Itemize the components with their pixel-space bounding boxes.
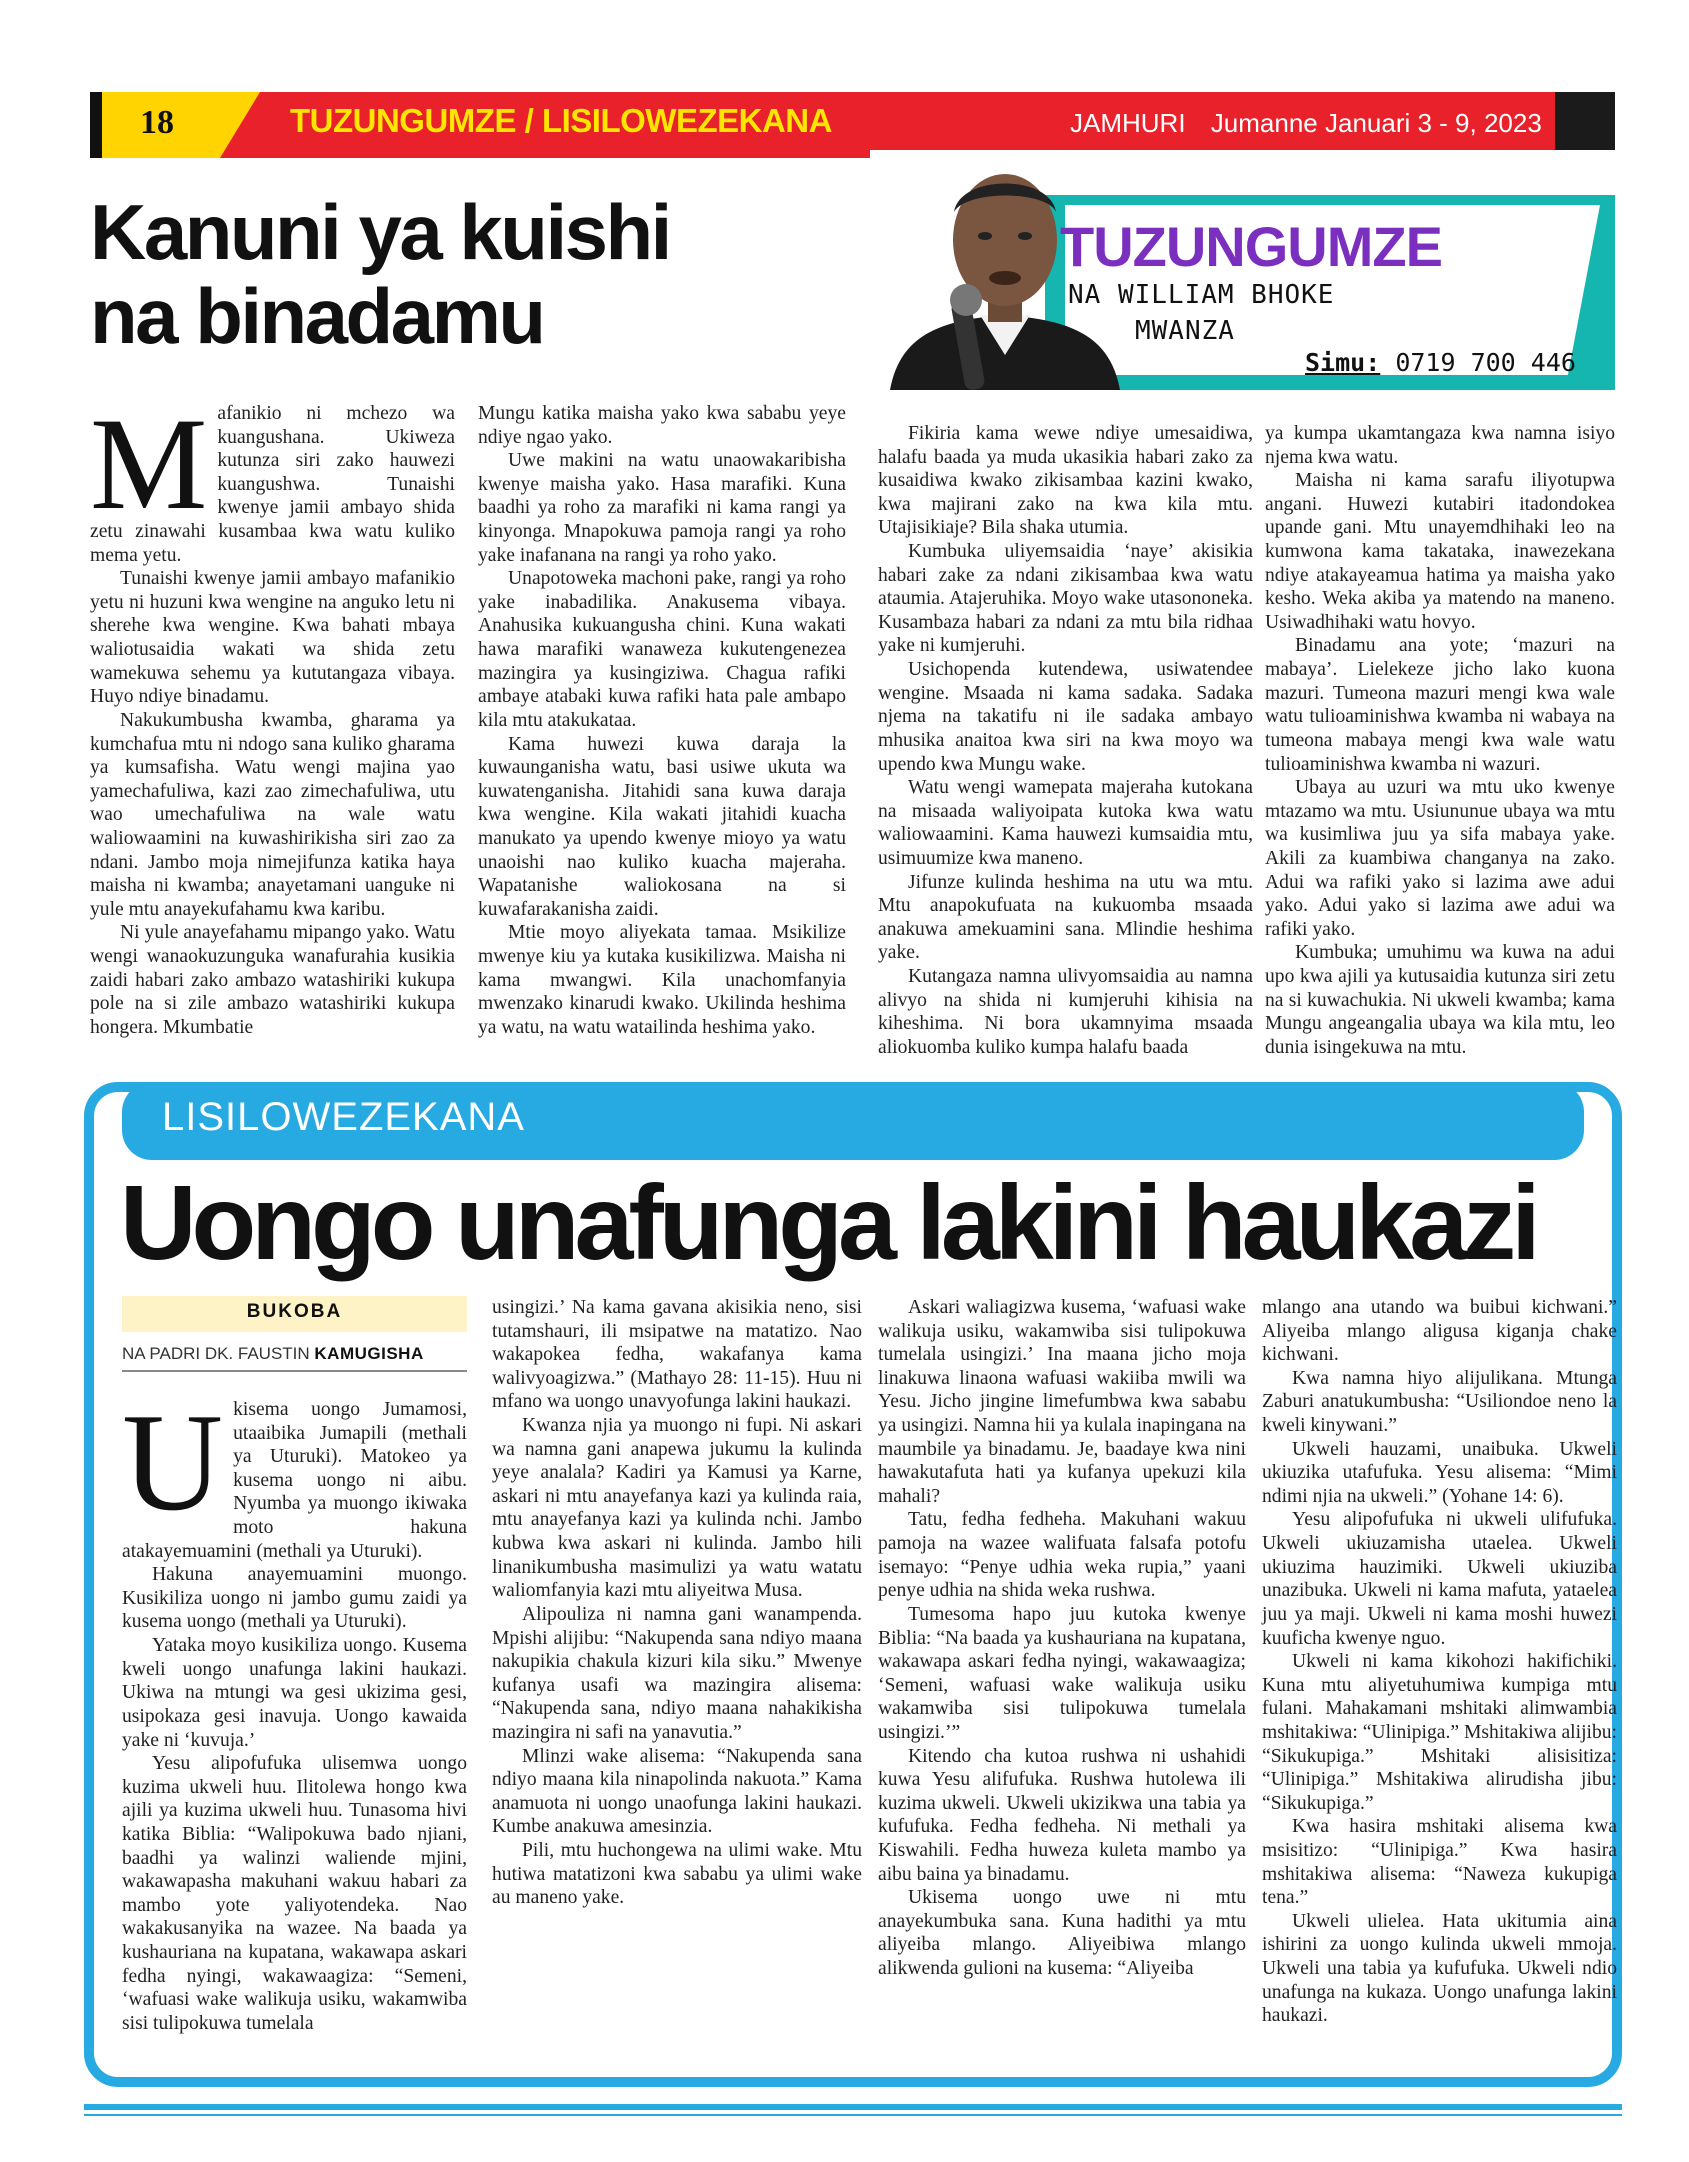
article2-paragraph: Tumesoma hapo juu kutoka kwenye Biblia: “Na baada ya kushauriana na kupatana, wakawapa askari fedha nyingi, wakawaagiza; ‘Semeni, wafuasi wake walikuja usiku wakamwiba sisi tulipokuwa tumelala usingizi.’” (878, 1603, 1246, 1743)
article1-column-2 (478, 402, 846, 1039)
column-name: TUZUNGUMZE (1060, 215, 1442, 278)
article2-paragraph: Alipouliza ni namna gani wanampenda. Mpishi alijibu: “Nakupenda sana ndiyo maana nakupikia chakula kizuri kila siku.” Mwenye kufanya usafi wa mazingira alisema: “Nakupenda sana, ndiyo maana nahakikisha mazingira ni safi na yanavutia.” (492, 1603, 862, 1743)
article2-paragraph: Mlinzi wake alisema: “Nakupenda sana ndiyo maana kila ninapolinda nakuota.” Kama anamuota ni uongo unaofunga lakini haukazi. Kumbe anakuwa amesinzia. (492, 1745, 862, 1838)
article2-paragraph: Kwa namna hiyo alijulikana. Mtunga Zaburi anatukumbusha: “Usiliondoe neno la kweli kinywani.” (1262, 1367, 1617, 1437)
article2-paragraph: Hakuna anayemuamini muongo. Kusikiliza uongo ni jambo gumu zaidi ya kusema uongo (methali ya Uturuki). (122, 1564, 467, 1633)
article2-paragraph: Ukisema uongo uwe ni mtu anayekumbuka sana. Kuna hadithi ya mtu aliyeiba mlango. Aliyeibiwa mlango alikwenda gulioni na kusema: “Aliyeiba (878, 1887, 1246, 1980)
article1-paragraph: Nakukumbusha kwamba, gharama ya kumchafua mtu ni ndogo sana kuliko gharama ya kumsafisha. Watu wengi majina yao yamechafuliwa, kazi zao zimechafuliwa, utu wao umechafuliwa na wale watu waliowaamini na kuwashirikisha siri zao za ndani. Jambo moja nimejifunza katika haya maisha ni kwamba; anayetamani uanguke ni yule mtu anayekufahamu kwa karibu. (90, 709, 455, 920)
paper-name: JAMHURI (1070, 108, 1186, 138)
page-number: 18 (140, 104, 174, 141)
article1-paragraph: ya kumpa ukamtangaza kwa namna isiyo njema kwa watu. (1265, 423, 1615, 468)
article1-paragraph: Ubaya au uzuri wa mtu uko kwenye mtazamo wa mtu. Usiununue ubaya wa mtu wa kusimliwa juu ya sifa mabaya yake. Akili za kuambiwa changanya na zako. Adui wa rafiki yako si lazima awe adui yako. Adui yako si lazima awe adui wa rafiki yako. (1265, 777, 1615, 940)
article1-paragraph: Kumbuka uliyemsaidia ‘naye’ akisikia habari zake za ndani zikisambaa kwa watu ataumia. Atajeruhika. Moyo wake utasononeka. Kusambaza habari za ndani za mtu bila ridhaa yake ni kumjeruhi. (878, 541, 1253, 657)
article2-paragraph: usingizi.’ Na kama gavana akisikia neno, sisi tutamshauri, ili msipatwe na matatizo. Nao wakapokea fedha, wakafanya kama walivyoagizwa.” (Mathayo 28: 11-15). Huu ni mfano wa uongo unavyofunga lakini haukazi. (492, 1297, 862, 1413)
header-left-edge (90, 92, 102, 158)
article2-column-4 (1262, 1296, 1617, 2028)
article2-byline (122, 1344, 467, 1364)
article1-paragraph: Usichopenda kutendewa, usiwatendee wengine. Msaada ni kama sadaka. Sadaka njema na takatifu ni ile sadaka ambayo mhusika anaitoa kwa siri na kwa moyo wa upendo kwa Mungu wake. (878, 659, 1253, 775)
headline-line-2: na binadamu (90, 272, 544, 361)
article2-paragraph: mlango ana utando wa buibui kichwani.” Aliyeiba mlango aligusa kiganja chake kichwani. (1262, 1297, 1617, 1366)
article2-column-1 (122, 1385, 467, 2035)
page-header (90, 92, 1615, 158)
article2-paragraph: Ukisema uongo Jumamosi, utaaibika Jumapili (methali ya Uturuki). Matokeo ya kusema uongo ni aibu. Nyumba ya muongo ikiwaka moto hakuna atakayemuamini (methali ya Uturuki). (122, 1385, 467, 1562)
footer-rule-thin (84, 2114, 1622, 2116)
article2-paragraph: Kitendo cha kutoa rushwa ni ushahidi kuwa Yesu alifufuka. Rushwa hutolewa ili kuzima ukweli. Ukweli ukizikwa una tabia ya kufufuka. Fedha fedheha. Ni methali ya Kiswahili. Fedha huweza kuleta mambo ya aibu baina ya binadamu. (878, 1745, 1246, 1885)
author-prefix: NA PADRI DK. FAUSTIN (122, 1344, 310, 1363)
dateline-place: BUKOBA (246, 1301, 343, 1322)
article1-paragraph: Binadamu ana yote; ‘mazuri na mabaya’. Lielekeze jicho lako kuona mazuri. Tumeona mazuri mengi kwa wale watu tulioaminishwa kwamba ni wabaya na tumeona mabaya mengi kwa wale watu tulioaminishwa kwamba ni wazuri. (1265, 635, 1615, 775)
article2-paragraph: Askari waliagizwa kusema, ‘wafuasi wake walikuja usiku, wakamwiba sisi tulipokuwa tumelala usingizi.’ Ina maana jicho moja linakuwa linaona wafuasi wakiiba mwili wa Yesu. Jicho jingine limefumbwa kwa sababu ya usingizi. Namna hii ya kulala inapingana na maumbile ya binadamu. Je, baadaye kwa nini hawakutafuta hati ya kufanya upekuzi kila mahali? (878, 1297, 1246, 1507)
article1-paragraph: Mafanikio ni mchezo wa kuangushana. Ukiweza kutunza siri zako hauwezi kuangushwa. Tunaishi kwenye jamii ambayo shida zetu zinawahi kusambaa kwa watu kuliko mema yetu. (90, 390, 455, 566)
author-city: MWANZA (1135, 316, 1235, 346)
phone-label: Simu: (1305, 348, 1381, 377)
issue-date: Jumanne Januari 3 - 9, 2023 (1210, 108, 1542, 138)
author-phone (1305, 348, 1576, 377)
dateline-box (122, 1296, 467, 1332)
article1-headline (90, 188, 850, 361)
footer-rule (84, 2104, 1622, 2110)
article2-dropcap: U (122, 1385, 224, 1540)
article2-paragraph: Pili, mtu huchongewa na ulimi wake. Mtu hutiwa matatizoni kwa sababu ya ulimi wake au maneno yake. (492, 1840, 862, 1909)
article1-column-1 (90, 390, 455, 1039)
article2-section-tab (122, 1082, 1584, 1160)
article2-paragraph: Ukweli ulielea. Hata ukitumia aina ishirini za uongo kulinda ukweli mmoja. Ukweli una tabia ya kufufuka. Ukweli ndio unafunga na kukaza. Uongo unafunga lakini haukazi. (1262, 1910, 1617, 2027)
article1-paragraph: Maisha ni kama sarafu iliyotupwa angani. Huwezi kutabiri itadondokea upande gani. Mtu unayemdhihaki leo na kumwona kama takataka, inawezekana ndiye atakayeamua hatima ya maisha yako kesho. Weka akiba ya matendo na maneno. Usiwadhihaki watu hovyo. (1265, 470, 1615, 633)
article1-paragraph: Mtie moyo aliyekata tamaa. Msikilize mwenye kiu ya kutaka kusikilizwa. Maisha ni kama mwangwi. Kila unachomfanyia mwenzako kinarudi kwako. Ukilinda heshima ya watu, na watu watailinda heshima yako. (478, 922, 846, 1038)
article1-paragraph: Unapotoweka machoni pake, rangi ya roho yake inabadilika. Anakusema vibaya. Anahusika kukuangusha chini. Kuna wakati hawa marafiki wanaweza kukutengenezea mazingira ya kusingiziwa. Chagua rafiki ambaye atabaki kuwa rafiki hata pale ambapo kila mtu atakukataa. (478, 568, 846, 731)
article1-column-3 (878, 422, 1253, 1059)
byline-divider (122, 1370, 467, 1372)
article2-paragraph: Tatu, fedha fedheha. Makuhani wakuu pamoja na wazee walifuata falsafa potofu isemayo: “Penye udhia weka rupia,” yaani penye udhia na shida weka rushwa. (878, 1509, 1246, 1602)
article1-paragraph: Tunaishi kwenye jamii ambayo mafanikio yetu ni huzuni kwa wengine na anguko letu ni sherehe kwa wengine. Kwa bahati mbaya waliotusaidia wakati wa shida zetu wamekuwa sehemu ya kututangaza vibaya. Huyo ndiye binadamu. (90, 568, 455, 708)
article1-paragraph: Watu wengi wamepata majeraha kutokana na misaada waliyoipata kutoka kwa watu waliowaamini. Kama hauwezi kumsaidia mtu, usimuumize kwa maneno. (878, 777, 1253, 869)
article2-column-3 (878, 1296, 1246, 1981)
article1-paragraph: Kama huwezi kuwa daraja la kuwaunganisha watu, basi usiwe ukuta wa kuwatenganisha. Jitahidi sana kuwa daraja kwa wengine. Kila wakati jitahidi kuacha manukato ya upendo kwenye mioyo ya watu unaoishi nao kuliko kuacha majeraha. Wapatanishe waliokosana na si kuwafarakanisha zaidi. (478, 733, 846, 920)
phone-number: 0719 700 446 (1395, 348, 1576, 377)
article2-paragraph: Yataka moyo kusikiliza uongo. Kusema kweli uongo unafunga lakini haukazi. Ukiwa na mtungi wa gesi ukizima gesi, usipokaza gesi inavuja. Uongo kawaida yake ni ‘kuvuja.’ (122, 1635, 467, 1751)
header-right-block (1555, 92, 1615, 158)
article1-paragraph: Kumbuka; umuhimu wa kuwa na adui upo kwa ajili ya kutusaidia kutunza siri zetu na si kuwachukia. Ni ukweli kwamba; kama Mungu angeangalia ubaya wa kila mtu, leo dunia isingekuwa na mtu. (1265, 942, 1615, 1058)
article2-headline: Uongo unafunga lakini haukazi (120, 1164, 1536, 1282)
article1-paragraph: Fikiria kama wewe ndiye umesaidiwa, halafu baada ya muda ukasikia habari zako za kusaidiwa kwako zikisambaa kazini kwako, kwa majirani zako na kwa kila mtu. Utajisikiaje? Bila shaka utumia. (878, 423, 1253, 539)
publication-info (1070, 108, 1560, 139)
article2-paragraph: Ukweli ni kama kikohozi hakifichiki. Kuna mtu aliyetuhumiwa kumpiga mtu fulani. Mahakamani mshitaki alimwambia mshitakiwa: “Ulinipiga.” Mshitakiwa alijibu: “Sikukupiga.” Mshitaki alisisitiza: “Ulinipiga.” Mshitakiwa alirudisha jibu: “Sikukupiga.” (1262, 1651, 1617, 1814)
article1-paragraph: Ni yule anayefahamu mipango yako. Watu wengi wanaokuzunguka wanafurahia kusikia zaidi habari zako ambazo watashiriki kukupa pole na si zile ambazo watashiriki kukupa hongera. Mkumbatie (90, 922, 455, 1038)
article2-paragraph: Ukweli hauzami, unaibuka. Ukweli ukiuzika utafufuka. Yesu alisema: “Mimi ndimi njia na ukweli.” (Yohane 14: 6). (1262, 1438, 1617, 1507)
section-tab-label: LISILOWEZEKANA (162, 1095, 525, 1139)
article2-paragraph: Yesu alipofufuka ni ukweli ulifufuka. Ukweli ukiuzamisha utaelea. Ukweli ukiuzima hauzimiki. Ukweli ukiuziba unazibuka. Ukweli ni kama mafuta, yataelea juu ya maji. Ukweli ni kama moshi huwezi kuuficha kwenye nguo. (1262, 1509, 1617, 1649)
author-surname: KAMUGISHA (314, 1344, 424, 1363)
section-title: TUZUNGUMZE / LISILOWEZEKANA (290, 102, 832, 139)
article2-paragraph: Yesu alipofufuka ulisemwa uongo kuzima ukweli huu. Ilitolewa hongo kwa ajili ya kuzima ukweli huu. Tunasoma hivi katika Biblia: “Walipokuwa bado njiani, baadhi ya walinzi waliende mjini, wakawapasha makuhani wakuu habari za mambo yote yaliyotendeka. Nao wakakusanyika na wazee. Na baada ya kushauriana na kupatana, wakawapa askari fedha nyingi, wakawaagiza: “Semeni, ‘wafuasi wake walikuja usiku, wakamwiba sisi tulipokuwa tumelala (122, 1753, 467, 2034)
article2-column-2 (492, 1296, 862, 1910)
column-byline-box (870, 150, 1615, 390)
article1-paragraph: Uwe makini na watu unaowakaribisha kwenye maisha yako. Hasa marafiki. Kuna baadhi ya roho za marafiki ni kama rangi ya kinyonga. Mnapokuwa pamoja rangi ya roho yake inafanana na rangi ya roho yako. (478, 450, 846, 566)
article1-dropcap: M (90, 390, 208, 537)
article2-paragraph: Kwa hasira mshitaki alisema kwa msisitizo: “Ulinipiga.” Kwa hasira mshitakiwa alisema: “Naweza kukupiga tena.” (1262, 1816, 1617, 1909)
author-name: NA WILLIAM BHOKE (1068, 280, 1335, 310)
article1-paragraph: Mungu katika maisha yako kwa sababu yeye ndiye ngao yako. (478, 403, 846, 448)
article1-paragraph: Jifunze kulinda heshima na utu wa mtu. Mtu anapokufuata na kukuomba msaada anakuwa amekuamini sana. Mlindie heshima yake. (878, 871, 1253, 964)
article1-column-4 (1265, 422, 1615, 1059)
headline-line-1: Kanuni ya kuishi (90, 188, 670, 276)
article2-paragraph: Kwanza njia ya muongo ni fupi. Ni askari wa namna gani anapewa jukumu la kulinda yeye analala? Kadiri ya Kamusi ya Karne, askari ni mtu anayefanya kazi ya kulinda raia, mtu anayefanya kazi ya kulinda nchi. Jambo kubwa kwa askari ni kulinda. Jambo hili linanikumbusha masimulizi ya watu watatu waliomfanyia kazi mtu aliyeitwa Musa. (492, 1415, 862, 1602)
article1-paragraph: Kutangaza namna ulivyomsaidia au namna alivyo na shida ni kumjeruhi kihisia na kiheshima. Ni bora ukamnyima msaada aliokuomba kuliko kumpa halafu baada (878, 966, 1253, 1058)
